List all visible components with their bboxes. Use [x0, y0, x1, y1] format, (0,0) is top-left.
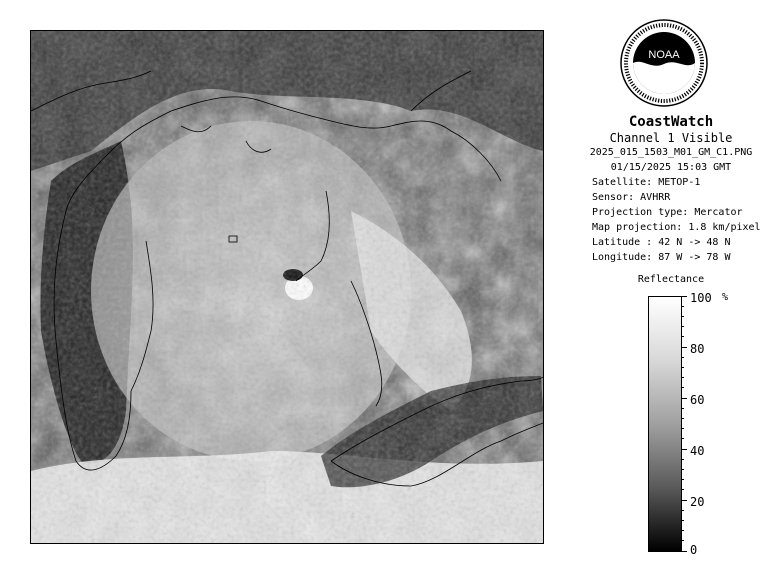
colorbar-minor-tick — [681, 489, 684, 490]
colorbar-tick-label: 80 — [690, 342, 705, 356]
datetime-text: 01/15/2025 15:03 GMT — [610, 162, 732, 173]
longitude-text: Longitude: 87 W -> 78 W — [592, 252, 731, 263]
colorbar-minor-tick — [681, 408, 684, 409]
channel-subtitle: Channel 1 Visible — [609, 131, 733, 145]
colorbar-tick-label: 100 — [690, 291, 712, 305]
colorbar-tick — [681, 398, 687, 399]
colorbar-tick-label: 40 — [690, 444, 705, 458]
satellite-text: Satellite: METOP-1 — [592, 177, 701, 188]
colorbar-minor-tick — [681, 510, 684, 511]
colorbar-minor-tick — [681, 540, 684, 541]
colorbar-tick-label: 60 — [690, 393, 705, 407]
colorbar-tick — [681, 296, 687, 297]
filename-text: 2025_015_1503_M01_GM_C1.PNG — [589, 147, 753, 158]
colorbar-tick — [681, 500, 687, 501]
colorbar-minor-tick — [681, 459, 684, 460]
latitude-text: Latitude : 42 N -> 48 N — [592, 237, 731, 248]
sensor-text: Sensor: AVHRR — [592, 192, 671, 203]
colorbar-minor-tick — [681, 530, 684, 531]
projection-type-text: Projection type: Mercator — [592, 207, 743, 218]
colorbar-minor-tick — [681, 520, 684, 521]
colorbar-tick — [681, 449, 687, 450]
colorbar-minor-tick — [681, 306, 684, 307]
colorbar-minor-tick — [681, 418, 684, 419]
reflectance-colorbar — [648, 296, 682, 552]
colorbar-minor-tick — [681, 377, 684, 378]
map-projection-text: Map projection: 1.8 km/pixel — [592, 222, 761, 233]
colorbar-minor-tick — [681, 428, 684, 429]
legend-title: Reflectance — [637, 274, 705, 285]
colorbar-minor-tick — [681, 479, 684, 480]
colorbar-unit: % — [722, 292, 729, 303]
colorbar-tick-label: 0 — [690, 543, 698, 557]
svg-text:NOAA: NOAA — [648, 49, 680, 61]
info-panel — [560, 18, 782, 568]
colorbar-minor-tick — [681, 336, 684, 337]
noaa-logo-icon — [619, 18, 709, 108]
colorbar-axis — [681, 296, 682, 552]
app-title: CoastWatch — [628, 114, 714, 130]
colorbar-minor-tick — [681, 438, 684, 439]
colorbar-minor-tick — [681, 387, 684, 388]
colorbar-minor-tick — [681, 316, 684, 317]
satellite-image-map — [30, 30, 544, 544]
colorbar-tick — [681, 347, 687, 348]
colorbar-minor-tick — [681, 326, 684, 327]
colorbar-minor-tick — [681, 469, 684, 470]
colorbar-tick-label: 20 — [690, 495, 705, 509]
satellite-image — [31, 31, 543, 543]
colorbar-minor-tick — [681, 367, 684, 368]
colorbar-tick — [681, 551, 687, 552]
colorbar-minor-tick — [681, 357, 684, 358]
